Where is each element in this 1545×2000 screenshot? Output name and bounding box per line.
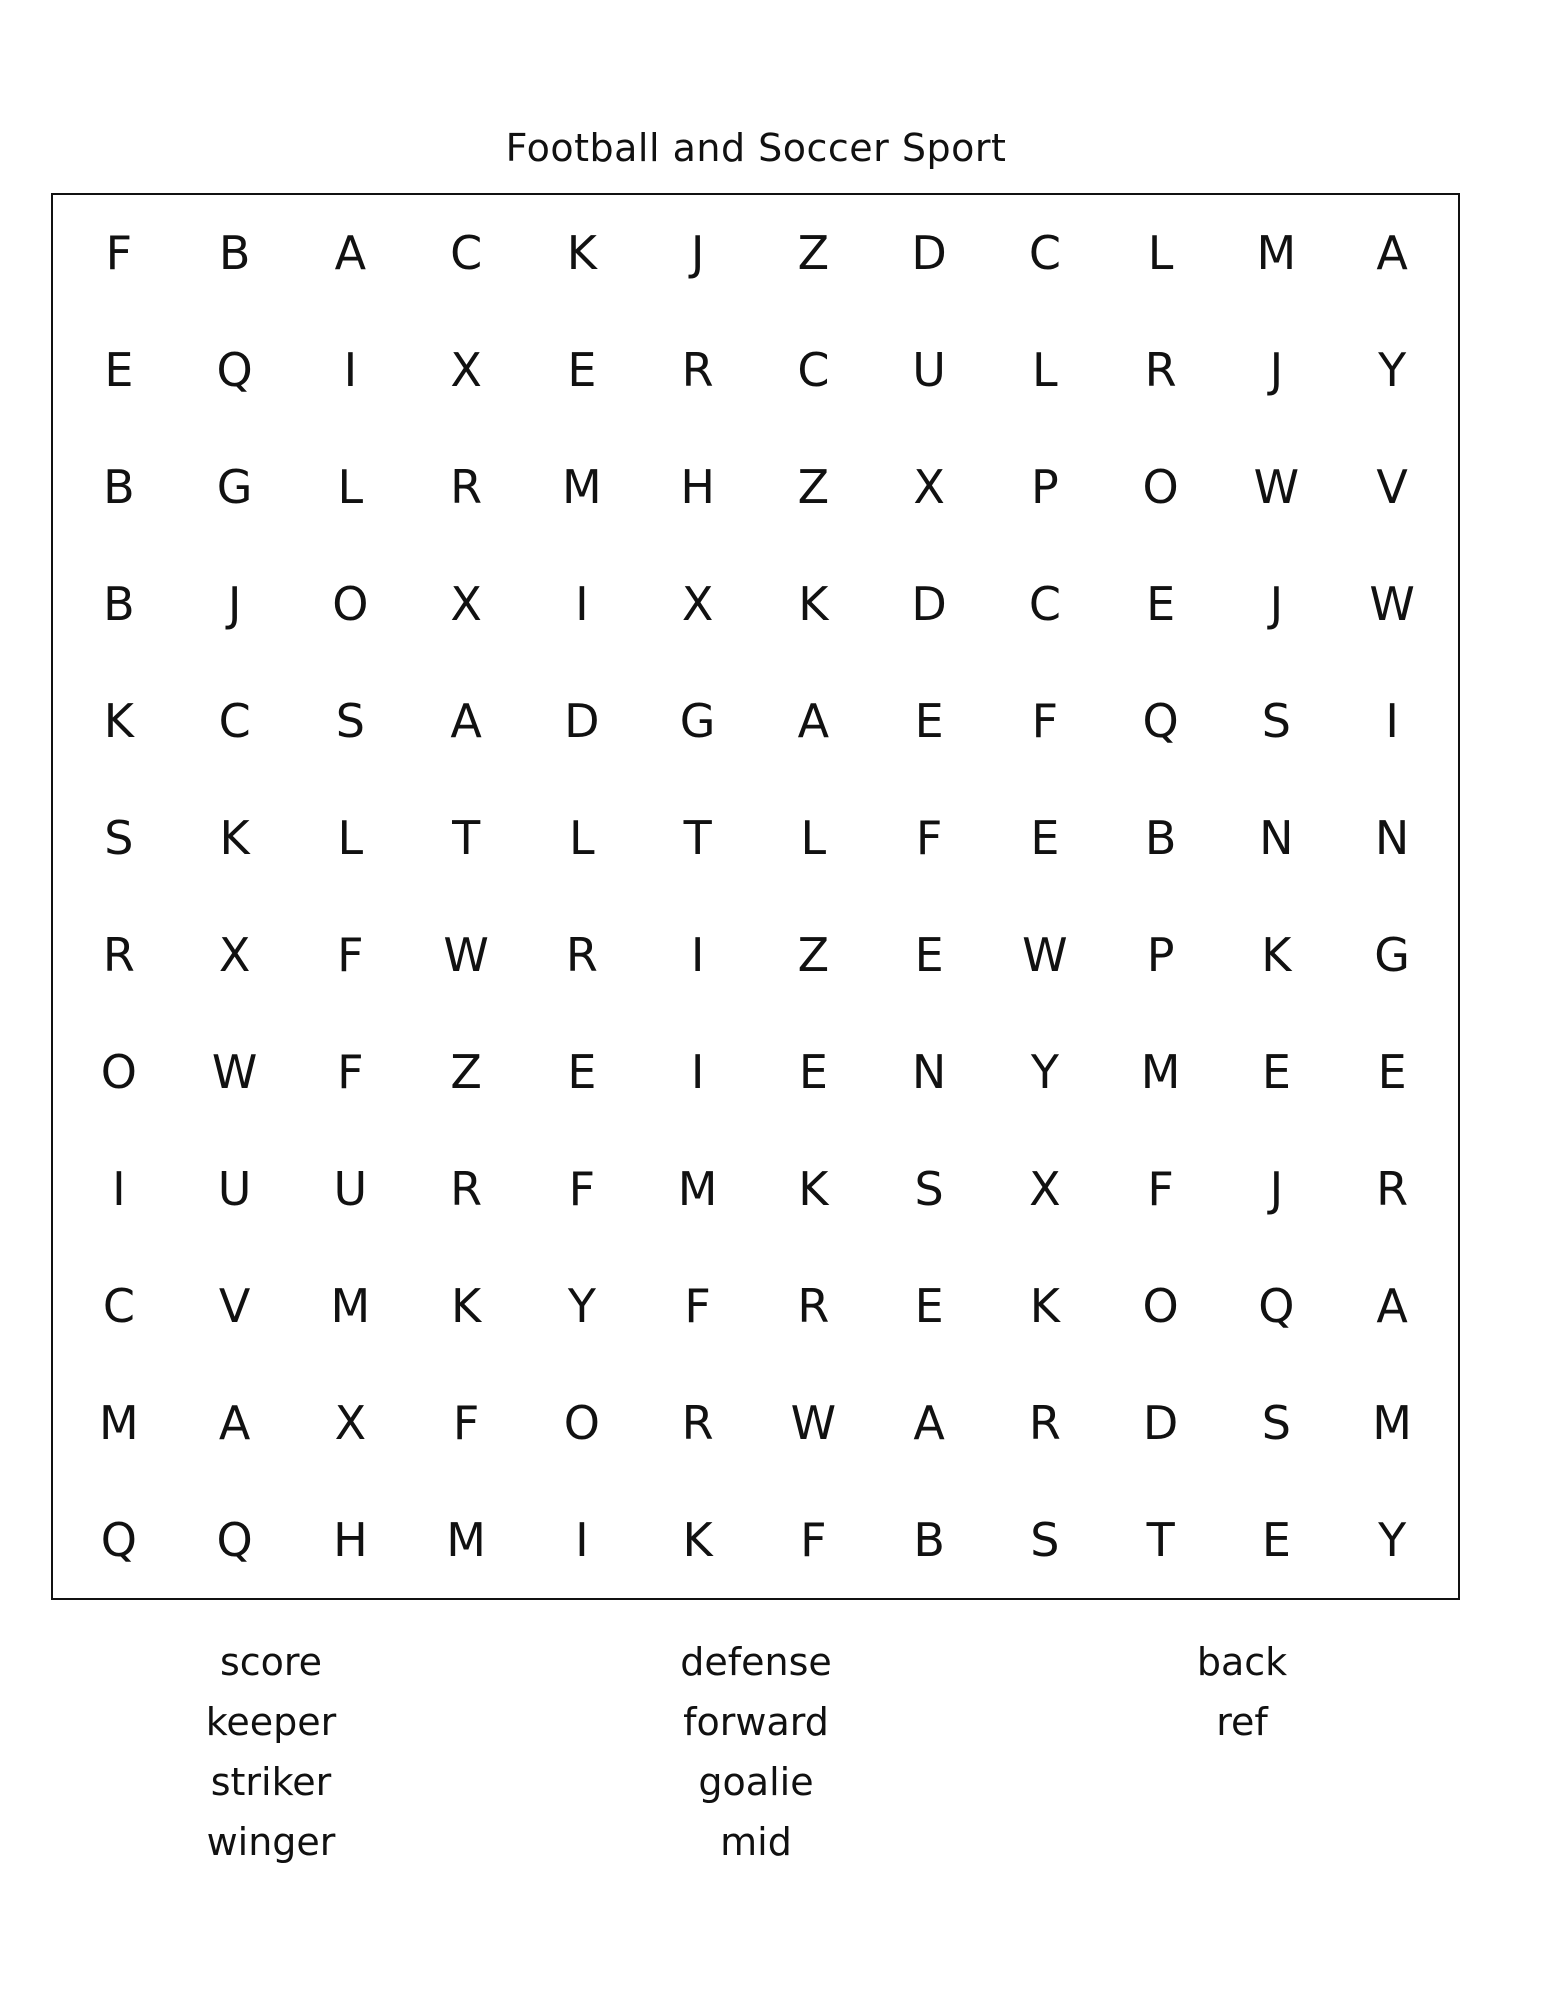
grid-letter: M <box>1140 1044 1181 1099</box>
grid-letter: K <box>798 577 829 632</box>
grid-letter: M <box>677 1161 718 1216</box>
grid-letter: Z <box>797 927 830 982</box>
grid-letter: R <box>1144 343 1177 398</box>
grid-letter: R <box>681 343 714 398</box>
grid-letter: B <box>913 1512 945 1567</box>
grid-letter: A <box>1376 226 1408 281</box>
grid-letter: K <box>798 1161 829 1216</box>
grid-letter: F <box>105 226 133 281</box>
grid-letter: U <box>912 343 946 398</box>
grid-letter: F <box>800 1512 827 1567</box>
grid-letter: A <box>797 694 830 749</box>
grid-letter: K <box>219 811 250 866</box>
grid-letter: R <box>681 1395 714 1450</box>
grid-letter: K <box>1261 927 1292 982</box>
word-bank-item: striker <box>210 1760 332 1804</box>
grid-letter: D <box>911 226 947 281</box>
grid-letter: V <box>218 1278 251 1333</box>
word-bank-item: mid <box>720 1820 792 1864</box>
grid-letter: U <box>217 1161 252 1216</box>
grid-letter: L <box>337 811 364 866</box>
grid-letter: A <box>450 694 482 749</box>
grid-letter: Q <box>1258 1278 1295 1333</box>
grid-letter: N <box>1374 811 1410 866</box>
grid-letter: H <box>333 1512 368 1567</box>
word-bank-item: goalie <box>698 1760 814 1804</box>
grid-letter: D <box>911 577 947 632</box>
grid-letter: R <box>450 460 483 515</box>
grid-letter: Q <box>100 1512 137 1567</box>
grid-letter: E <box>1377 1044 1407 1099</box>
grid-letter: X <box>450 577 482 632</box>
grid-letter: O <box>332 577 369 632</box>
word-column-1 <box>121 1632 421 1872</box>
grid-letter: K <box>451 1278 482 1333</box>
grid-letter: E <box>1030 811 1060 866</box>
grid-letter: P <box>1146 927 1175 982</box>
grid-letter: E <box>914 1278 944 1333</box>
grid-letter: F <box>452 1395 480 1450</box>
grid-letter: I <box>112 1161 126 1216</box>
grid-letter: R <box>1376 1161 1409 1216</box>
grid-letter: L <box>1032 343 1058 398</box>
grid-letter: E <box>914 694 944 749</box>
grid-letter: C <box>1028 226 1061 281</box>
grid-letter: E <box>1261 1512 1291 1567</box>
grid-letter: Z <box>797 226 830 281</box>
grid-letter: E <box>1261 1044 1291 1099</box>
grid-letter: T <box>683 811 712 866</box>
grid-letter: S <box>914 1161 944 1216</box>
word-bank-item: defense <box>680 1640 832 1684</box>
grid-letter: M <box>99 1395 139 1450</box>
grid-letter: L <box>1147 226 1174 281</box>
grid-letter: W <box>1022 927 1068 982</box>
word-bank-item: back <box>1196 1640 1288 1684</box>
grid-letter: S <box>104 811 134 866</box>
grid-letter: C <box>102 1278 135 1333</box>
grid-letter: Y <box>1378 1512 1407 1567</box>
grid-letter: I <box>690 927 705 982</box>
grid-letter: X <box>913 460 945 515</box>
grid-letter: J <box>1269 577 1284 632</box>
grid-letter: M <box>562 460 602 515</box>
grid-letter: F <box>337 927 364 982</box>
grid-letter: S <box>1261 694 1291 749</box>
grid-letter: E <box>567 343 597 398</box>
grid-letter: F <box>337 1044 364 1099</box>
grid-letter: O <box>100 1044 137 1099</box>
grid-letter: L <box>337 460 364 515</box>
grid-letter: F <box>684 1278 711 1333</box>
grid-letter: S <box>1030 1512 1060 1567</box>
grid-letter: S <box>1261 1395 1291 1450</box>
grid-letter: K <box>566 226 597 281</box>
grid-letter: I <box>575 1512 589 1567</box>
grid-letter: A <box>334 226 367 281</box>
word-column-3 <box>1092 1632 1392 1752</box>
grid-letter: J <box>1269 343 1284 398</box>
grid-letter: W <box>790 1395 837 1450</box>
grid-letter: B <box>218 226 251 281</box>
grid-letter: R <box>565 927 598 982</box>
grid-letter: L <box>569 811 595 866</box>
grid-letter: D <box>1142 1395 1179 1450</box>
grid-letter: E <box>104 343 134 398</box>
grid-letter: A <box>1376 1278 1408 1333</box>
word-bank-item: keeper <box>205 1700 337 1744</box>
grid-letter: J <box>1269 1161 1284 1216</box>
grid-letter: U <box>333 1161 368 1216</box>
grid-letter: F <box>915 811 943 866</box>
page-title: Football and Soccer Sport <box>505 126 1007 170</box>
grid-letter: N <box>1259 811 1294 866</box>
grid-letter: C <box>1028 577 1061 632</box>
grid-letter: Y <box>1030 1044 1059 1099</box>
grid-letter: M <box>330 1278 371 1333</box>
grid-letter: J <box>227 577 242 632</box>
grid-letter: R <box>1028 1395 1061 1450</box>
grid-letter: B <box>103 577 135 632</box>
grid-letter: W <box>1369 577 1415 632</box>
grid-letter: Q <box>216 343 253 398</box>
grid-letter: F <box>568 1161 596 1216</box>
word-bank <box>0 1632 1545 1892</box>
grid-letter: G <box>679 694 716 749</box>
grid-letter: O <box>1142 460 1179 515</box>
grid-letter: M <box>1372 1395 1412 1450</box>
grid-letter: C <box>797 343 830 398</box>
grid-letter: X <box>334 1395 367 1450</box>
grid-letter: M <box>446 1512 486 1567</box>
grid-letter: W <box>1253 460 1300 515</box>
grid-letter: Q <box>1142 694 1179 749</box>
grid-letter: E <box>798 1044 828 1099</box>
grid-letter: D <box>564 694 600 749</box>
grid-letter: H <box>680 460 715 515</box>
grid-letter: E <box>567 1044 597 1099</box>
grid-letter: K <box>682 1512 713 1567</box>
grid-letter: C <box>450 226 483 281</box>
grid-letter: I <box>575 577 589 632</box>
grid-letter: X <box>681 577 714 632</box>
word-column-2 <box>606 1632 906 1872</box>
grid-letter: X <box>450 343 482 398</box>
grid-letter: M <box>1256 226 1297 281</box>
grid-letter: W <box>211 1044 258 1099</box>
grid-letter: K <box>103 694 134 749</box>
word-bank-item: winger <box>206 1820 336 1864</box>
grid-letter: R <box>450 1161 483 1216</box>
grid-letter: G <box>216 460 253 515</box>
grid-letter: S <box>335 694 365 749</box>
grid-letter: N <box>911 1044 947 1099</box>
grid-letter: F <box>1147 1161 1174 1216</box>
grid-letter: Y <box>1378 343 1407 398</box>
letter-grid <box>51 193 1460 1600</box>
word-bank-item: forward <box>683 1700 829 1744</box>
grid-letter: Y <box>567 1278 596 1333</box>
grid-letter: F <box>1031 694 1059 749</box>
grid-letter: O <box>563 1395 600 1450</box>
grid-letter: E <box>914 927 944 982</box>
grid-letter: Z <box>450 1044 482 1099</box>
grid-letter: T <box>452 811 481 866</box>
grid-letter: X <box>218 927 251 982</box>
grid-letter: G <box>1374 927 1410 982</box>
grid-letter: X <box>1029 1161 1061 1216</box>
grid-letter: R <box>797 1278 830 1333</box>
grid-letter: K <box>1029 1278 1060 1333</box>
grid-letter: I <box>343 343 358 398</box>
grid-letter: C <box>218 694 251 749</box>
word-bank-item: score <box>219 1640 323 1684</box>
grid-letter: E <box>1146 577 1176 632</box>
grid-letter: Z <box>797 460 830 515</box>
grid-letter: R <box>102 927 135 982</box>
grid-letter: B <box>1144 811 1177 866</box>
grid-letter: W <box>443 927 489 982</box>
grid-letter: T <box>1146 1512 1175 1567</box>
grid-letter: B <box>103 460 135 515</box>
grid-letter: L <box>800 811 827 866</box>
grid-letter: V <box>1376 460 1408 515</box>
grid-letter: P <box>1031 460 1059 515</box>
grid-letter: A <box>218 1395 251 1450</box>
grid-letter: O <box>1142 1278 1179 1333</box>
grid-letter: J <box>690 226 705 281</box>
grid-letter: A <box>913 1395 945 1450</box>
grid-letter: I <box>1385 694 1399 749</box>
grid-letter: I <box>690 1044 705 1099</box>
word-bank-item: ref <box>1216 1700 1268 1744</box>
grid-letter: Q <box>216 1512 253 1567</box>
